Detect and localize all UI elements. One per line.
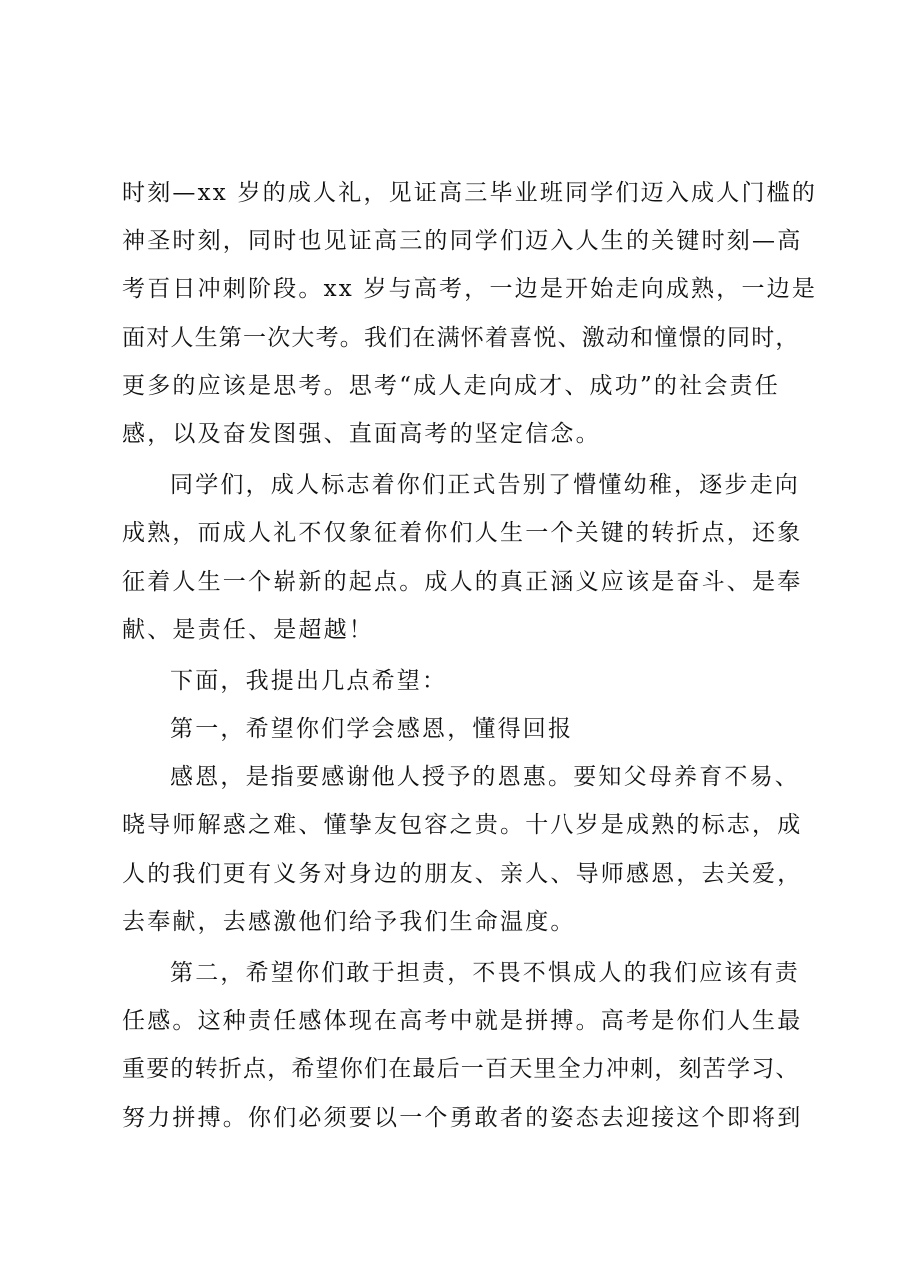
text-line: 感恩，是指要感谢他人授予的恩惠。要知父母养育不易、: [170, 764, 800, 791]
text-line: 同学们，成人标志着你们正式告别了懵懂幼稚，逐步走向: [170, 472, 800, 499]
text-line: 第一，希望你们学会感恩，懂得回报: [170, 716, 574, 743]
text-line: 重要的转折点，希望你们在最后一百天里全力冲刺，刻苦学习、: [122, 1056, 800, 1083]
text-line: 成熟，而成人礼不仅象征着你们人生一个关键的转折点，还象: [122, 520, 803, 547]
text-line: 任感。这种责任感体现在高考中就是拼搏。高考是你们人生最: [122, 1008, 803, 1035]
text-line: 神圣时刻，同时也见证高三的同学们迈入人生的关键时刻—高: [122, 228, 803, 255]
text-line: 征着人生一个崭新的起点。成人的真正涵义应该是奋斗、是奉: [122, 568, 803, 595]
text-line: 晓导师解惑之难、懂挚友包容之贵。十八岁是成熟的标志，成: [122, 812, 803, 839]
text-line: 努力拼搏。你们必须要以一个勇敢者的姿态去迎接这个即将到: [122, 1104, 803, 1131]
text-line: 感，以及奋发图强、直面高考的坚定信念。: [122, 420, 601, 447]
text-line: 下面，我提出几点希望：: [170, 667, 448, 694]
text-line: 时刻—xx 岁的成人礼，见证高三毕业班同学们迈入成人门槛的: [122, 180, 818, 206]
body-text: [122, 169, 822, 1142]
text-line: 第二，希望你们敢于担责，不畏不惧成人的我们应该有责: [170, 960, 800, 986]
text-line: 献、是责任、是超越！: [122, 616, 374, 643]
text-line: 去奉献，去感激他们给予我们生命温度。: [122, 908, 576, 935]
text-line: 更多的应该是思考。思考“成人走向成才、成功”的社会责任: [122, 372, 780, 399]
text-line: 人的我们更有义务对身边的朋友、亲人、导师感恩，去关爱，: [122, 860, 803, 887]
text-line: 考百日冲刺阶段。xx 岁与高考，一边是开始走向成熟，一边是: [122, 276, 818, 303]
text-line: 面对人生第一次大考。我们在满怀着喜悦、激动和憧憬的同时，: [122, 324, 800, 351]
